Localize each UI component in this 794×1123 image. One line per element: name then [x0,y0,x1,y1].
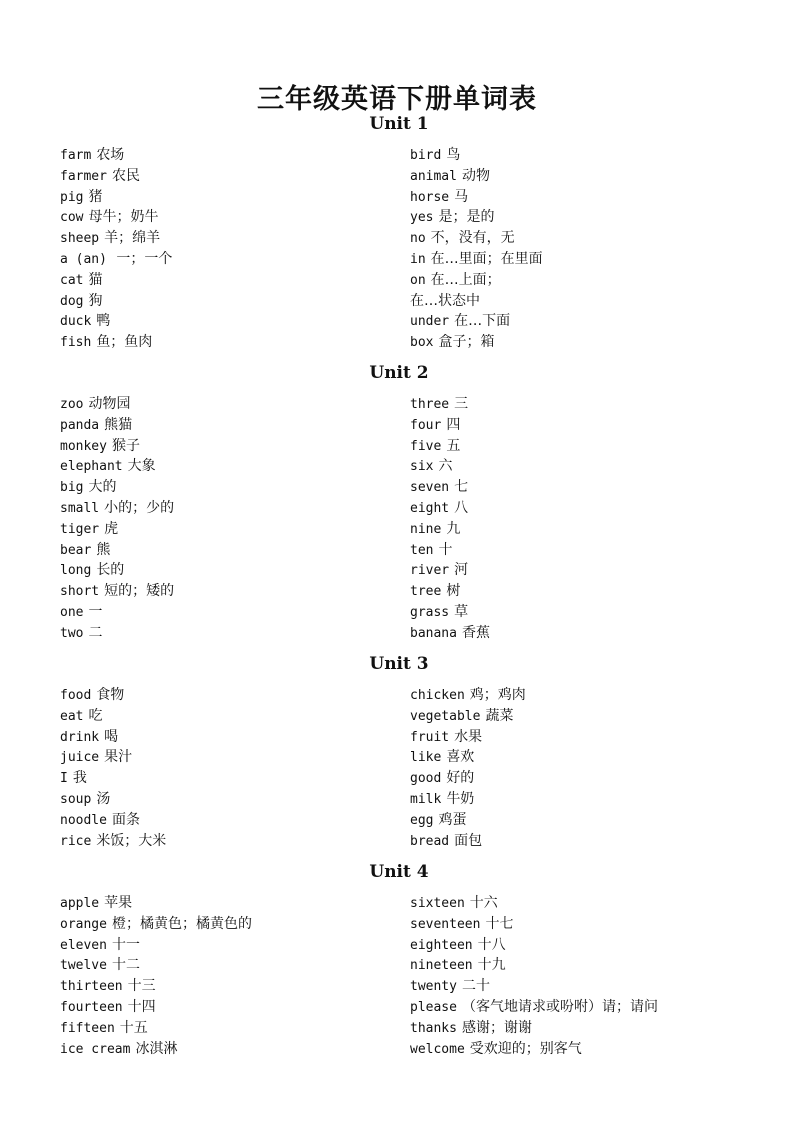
word-entry [410,789,526,810]
word-entry [60,207,172,228]
english-word: bird [410,148,442,163]
word-entry [60,145,172,166]
word-entry [410,914,658,935]
chinese-meaning: 鸡；鸡肉 [469,687,526,703]
chinese-meaning: 虎 [104,520,119,537]
chinese-meaning: 鸟 [446,147,461,163]
english-word: sixteen [410,896,465,911]
english-word: fourteen [60,999,123,1015]
word-entry [410,1039,658,1060]
word-list-right [410,685,526,851]
word-entry [60,810,166,831]
chinese-meaning: 小的；少的 [104,499,175,516]
english-word: thirteen [60,979,123,995]
chinese-meaning: 大的 [88,479,117,496]
word-entry [410,187,543,208]
english-word: sheep [60,231,100,247]
word-entry [60,914,252,935]
english-word: panda [60,417,100,433]
english-word: horse [410,189,450,205]
chinese-meaning: 牛奶 [446,790,475,807]
word-list-right [410,394,490,644]
english-word: no [410,231,426,247]
word-entry [60,291,172,312]
english-word: big [60,480,84,496]
word-entry [60,394,174,415]
chinese-meaning: 受欢迎的；别客气 [469,1040,582,1057]
word-entry [410,560,490,581]
english-word: eighteen [410,937,473,953]
word-entry [60,955,252,976]
chinese-meaning: 鱼；鱼肉 [96,334,153,351]
word-entry [410,685,526,706]
chinese-meaning: 面条 [111,811,140,828]
chinese-meaning: 一 [88,603,103,620]
word-list-right [410,145,543,353]
english-word: twelve [60,958,107,974]
word-entry [60,249,172,270]
english-word: I [60,771,68,787]
word-entry [60,789,166,810]
english-word: tree [410,584,442,600]
word-entry [410,270,543,291]
english-word: like [410,750,442,766]
chinese-meaning: 马 [454,188,469,205]
english-word: seventeen [410,916,481,932]
english-word: food [60,688,92,703]
word-entry [410,207,543,228]
english-word: ice cream [60,1041,131,1057]
chinese-meaning: 喝 [104,728,119,745]
word-entry [410,935,658,956]
english-word: river [410,563,450,579]
chinese-meaning: 食物 [96,687,125,703]
word-entry [410,498,490,519]
english-word: short [60,584,100,600]
chinese-meaning: 吃 [88,707,103,724]
english-word: egg [410,812,434,828]
english-word: grass [410,604,450,620]
word-entry [60,332,172,353]
word-entry [410,436,490,457]
unit-section-4 [0,861,794,1057]
chinese-meaning: 四 [446,416,461,433]
english-word: fish [60,335,92,351]
chinese-meaning: 冰淇淋 [135,1040,178,1057]
english-word: seven [410,480,450,496]
english-word: small [60,500,100,516]
chinese-meaning: 十四 [127,998,156,1015]
word-entry [410,602,490,623]
english-word: apple [60,896,100,911]
english-word: drink [60,729,100,745]
chinese-meaning: 鸭 [96,313,111,330]
english-word: four [410,417,442,433]
word-entry [60,1018,252,1039]
word-entry [410,311,543,332]
word-entry [60,498,174,519]
chinese-meaning: 短的；矮的 [104,583,175,600]
word-entry [60,997,252,1018]
word-entry [60,706,166,727]
word-entry [410,249,543,270]
chinese-meaning: 农民 [111,167,140,184]
chinese-meaning: 在…下面 [454,313,511,330]
word-entry [60,581,174,602]
english-word: eleven [60,937,107,953]
word-entry [410,519,490,540]
word-entry [410,456,490,477]
chinese-meaning: 盒子；箱 [438,334,495,351]
chinese-meaning: 是；是的 [438,209,495,226]
english-word: noodle [60,812,107,828]
english-word: long [60,563,92,579]
chinese-meaning: 母牛；奶牛 [88,209,159,226]
unit-heading: Unit 1 [369,114,429,134]
chinese-meaning: （客气地请求或吩咐）请；请问 [461,998,658,1015]
word-entry [60,768,166,789]
chinese-meaning: 蔬菜 [485,707,514,724]
word-list-left [60,145,172,353]
word-entry [410,145,543,166]
chinese-meaning: 动物园 [88,396,131,412]
unit-section-3 [0,653,794,849]
english-word: a (an) [60,251,107,267]
english-word: bear [60,542,92,558]
chinese-meaning: 二 [88,624,103,641]
chinese-meaning: 十三 [127,978,156,995]
word-entry [410,1018,658,1039]
chinese-meaning: 十六 [469,895,498,911]
word-list-right [410,893,658,1059]
unit-section-2 [0,362,794,641]
word-entry [410,768,526,789]
english-word: fifteen [60,1020,115,1036]
word-entry [60,935,252,956]
english-word: zoo [60,397,84,412]
word-entry [60,747,166,768]
word-entry [410,727,526,748]
word-entry [410,893,658,914]
page-title: 三年级英语下册单词表 [257,84,537,116]
english-word: three [410,397,450,412]
chinese-meaning: 水果 [454,728,483,745]
english-word: soup [60,791,92,807]
chinese-meaning: 农场 [96,147,125,163]
chinese-meaning: 在…里面；在里面 [430,250,543,267]
english-word: monkey [60,438,107,454]
unit-heading: Unit 3 [369,654,429,674]
word-entry [60,166,172,187]
chinese-meaning: 长的 [96,562,125,579]
english-word: cat [60,272,84,288]
chinese-meaning: 果汁 [104,749,133,766]
chinese-meaning: 猫 [88,271,103,288]
english-word: animal [410,168,457,184]
english-word: milk [410,791,442,807]
chinese-meaning: 十九 [477,957,506,974]
chinese-meaning: 感谢；谢谢 [461,1019,532,1036]
word-entry [60,187,172,208]
chinese-meaning: 熊猫 [104,416,133,433]
word-entry [60,602,174,623]
english-word: please [410,999,457,1015]
english-word: tiger [60,521,100,537]
chinese-meaning: 狗 [88,292,103,309]
chinese-meaning: 七 [454,479,469,496]
chinese-meaning: 一；一个 [111,250,173,267]
english-word: twenty [410,979,457,995]
chinese-meaning: 十七 [485,915,514,932]
english-word: under [410,314,450,330]
chinese-meaning: 树 [446,583,461,600]
english-word: on [410,272,426,288]
word-entry-continuation [410,291,543,312]
english-word: fruit [410,729,450,745]
chinese-meaning: 十五 [119,1019,148,1036]
unit-heading: Unit 2 [369,363,429,383]
word-list-left [60,685,166,851]
english-word: banana [410,625,457,641]
chinese-meaning: 九 [446,520,461,537]
english-word: duck [60,314,92,330]
word-entry [60,270,172,291]
unit-section-1 [0,113,794,351]
chinese-meaning: 三 [454,396,469,412]
english-word: two [60,625,84,641]
chinese-meaning: 苹果 [104,895,133,911]
english-word: ten [410,542,434,558]
word-entry [60,228,172,249]
english-word: box [410,335,434,351]
english-word: bread [410,833,450,849]
word-entry [410,955,658,976]
chinese-meaning: 汤 [96,790,111,807]
chinese-meaning: 八 [454,499,469,516]
word-entry [410,166,543,187]
english-word: five [410,438,442,454]
word-entry [410,581,490,602]
english-word: yes [410,210,434,226]
chinese-meaning: 我 [72,770,87,787]
english-word: elephant [60,459,123,475]
chinese-meaning: 十二 [111,957,140,974]
word-entry [410,810,526,831]
chinese-meaning: 五 [446,437,461,454]
english-word: in [410,251,426,267]
word-entry [60,560,174,581]
english-word: nineteen [410,958,473,974]
word-entry [60,477,174,498]
chinese-meaning: 在…状态中 [410,292,480,309]
word-entry [60,436,174,457]
word-entry [60,415,174,436]
word-entry [410,332,543,353]
word-entry [60,540,174,561]
word-entry [410,540,490,561]
chinese-meaning: 猴子 [111,437,140,454]
chinese-meaning: 河 [454,562,469,579]
unit-heading: Unit 4 [369,862,429,882]
word-entry [60,685,166,706]
word-entry [60,456,174,477]
chinese-meaning: 草 [454,603,469,620]
word-entry [60,976,252,997]
word-entry [60,519,174,540]
chinese-meaning: 熊 [96,541,111,558]
word-entry [60,623,174,644]
word-entry [410,415,490,436]
english-word: farmer [60,168,107,184]
english-word: pig [60,189,84,205]
word-entry [410,747,526,768]
word-entry [60,311,172,332]
chinese-meaning: 大象 [127,458,156,475]
chinese-meaning: 好的 [446,770,475,787]
english-word: eat [60,708,84,724]
chinese-meaning: 香蕉 [461,624,490,641]
word-entry [410,706,526,727]
word-entry [60,893,252,914]
english-word: chicken [410,688,465,703]
english-word: welcome [410,1041,465,1057]
chinese-meaning: 羊；绵羊 [104,230,161,247]
english-word: nine [410,521,442,537]
word-entry [60,831,166,852]
english-word: good [410,771,442,787]
chinese-meaning: 十八 [477,936,506,953]
english-word: cow [60,210,84,226]
english-word: vegetable [410,708,481,724]
chinese-meaning: 动物 [461,167,490,184]
word-entry [410,477,490,498]
english-word: orange [60,916,107,932]
word-entry [410,997,658,1018]
english-word: six [410,459,434,475]
word-entry [410,623,490,644]
word-entry [410,831,526,852]
word-entry [60,1039,252,1060]
chinese-meaning: 橙；橘黄色；橘黄色的 [111,915,252,932]
english-word: thanks [410,1020,457,1036]
chinese-meaning: 猪 [88,188,103,205]
chinese-meaning: 面包 [454,832,483,849]
chinese-meaning: 不，没有，无 [430,230,515,247]
word-entry [60,727,166,748]
chinese-meaning: 鸡蛋 [438,811,467,828]
word-entry [410,976,658,997]
word-list-left [60,893,252,1059]
word-list-left [60,394,174,644]
chinese-meaning: 十一 [111,936,140,953]
chinese-meaning: 米饭；大米 [96,832,167,849]
chinese-meaning: 十 [438,541,453,558]
english-word: farm [60,148,92,163]
english-word: dog [60,293,84,309]
chinese-meaning: 在…上面； [430,271,501,288]
english-word: eight [410,500,450,516]
chinese-meaning: 二十 [461,978,490,995]
chinese-meaning: 喜欢 [446,749,475,766]
english-word: juice [60,750,100,766]
english-word: rice [60,833,92,849]
english-word: one [60,604,84,620]
chinese-meaning: 六 [438,458,453,475]
word-entry [410,228,543,249]
word-entry [410,394,490,415]
